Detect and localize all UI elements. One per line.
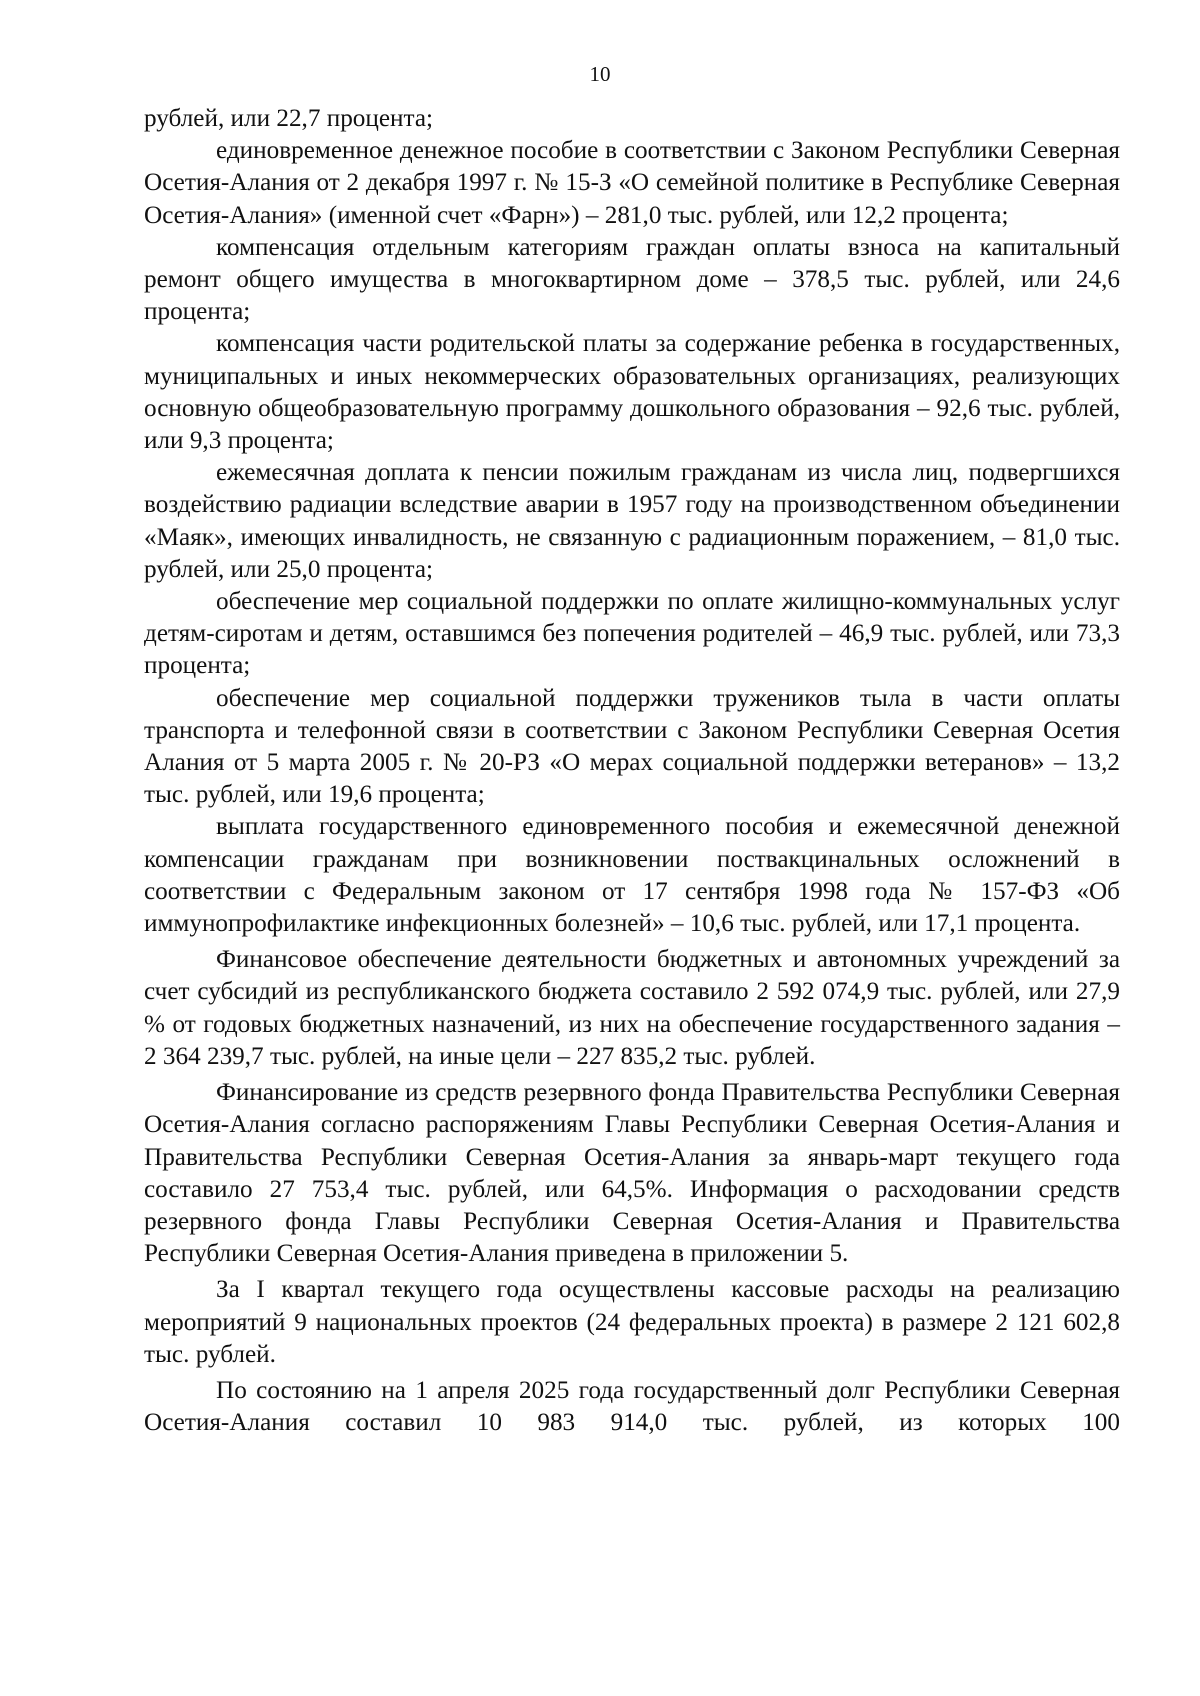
paragraph-parental-fee-compensation: компенсация части родительской платы за содержание ребенка в государственных, муниципальных и иных некоммерческих образовательных организациях, реализующих основную общеобразовательную программу дошкольного образования – 92,6 тыс. рублей, или 9,3 процента; xyxy=(144,330,1120,455)
paragraph-state-debt: По состоянию на 1 апреля 2025 года государственный долг Республики Северная Осетия-Алания составил 10 983 914,0 тыс. рублей, из которых 100 xyxy=(144,1376,1120,1437)
paragraph-postvaccination-compensation: выплата государственного единовременного пособия и ежемесячной денежной компенсации гражданам при возникновении поствакцинальных осложнений в соответствии с Федеральным законом от 17 сентября 1998 года № 157-ФЗ «Об иммунопрофилактике инфекционных болезней» – 10,6 тыс. рублей, или 17,1 процента. xyxy=(144,813,1120,938)
paragraph-institutions-financing: Финансовое обеспечение деятельности бюджетных и автономных учреждений за счет субсидий из республиканского бюджета составило 2 592 074,9 тыс. рублей, или 27,9 % от годовых бюджетных назначений, из них на обеспечение государственного задания – 2 364 239,7 тыс. рублей, на иные цели – 227 835,2 тыс. рублей. xyxy=(144,946,1120,1070)
paragraph-reserve-fund: Финансирование из средств резервного фонда Правительства Республики Северная Осетия-Алания согласно распоряжениям Главы Республики Северная Осетия-Алания и Правительства Республики Северная Осетия-Алания за январь-март текущего года составило 27 753,4 тыс. рублей, или 64,5%. Информация о расходовании средств резервного фонда Главы Республики Северная Осетия-Алания и Правительства Республики Северная Осетия-Алания приведена в приложении 5. xyxy=(144,1079,1120,1268)
document-body xyxy=(144,103,1120,1439)
paragraph-pension-supplement: ежемесячная доплата к пенсии пожилым гражданам из числа лиц, подвергшихся воздействию радиации вследствие аварии в 1957 году на производственном объединении «Маяк», имеющих инвалидность, не связанную с радиационным поражением, – 81,0 тыс. рублей, или 25,0 процента; xyxy=(144,459,1120,583)
page-number: 10 xyxy=(589,62,611,86)
paragraph-national-projects: За I квартал текущего года осуществлены кассовые расходы на реализацию мероприятий 9 национальных проектов (24 федеральных проекта) в размере 2 121 602,8 тыс. рублей. xyxy=(144,1276,1120,1368)
paragraph-orphans-housing-support: обеспечение мер социальной поддержки по оплате жилищно-коммунальных услуг детям-сиротам и детям, оставшимся без попечения родителей – 46,9 тыс. рублей, или 73,3 процента; xyxy=(144,588,1120,680)
paragraph-continuation: рублей, или 22,7 процента; xyxy=(144,105,434,132)
paragraph-home-front-workers-support: обеспечение мер социальной поддержки тружеников тыла в части оплаты транспорта и телефонной связи в соответствии с Законом Республики Северная Осетия Алания от 5 марта 2005 г. № 20-РЗ «О мерах социальной поддержки ветеранов» – 13,2 тыс. рублей, или 19,6 процента; xyxy=(144,684,1120,809)
paragraph-capital-repair-compensation: компенсация отдельным категориям граждан оплаты взноса на капитальный ремонт общего имущества в многоквартирном доме – 378,5 тыс. рублей, или 24,6 процента; xyxy=(144,233,1120,326)
paragraph-lump-sum-allowance: единовременное денежное пособие в соответствии с Законом Республики Северная Осетия-Алания от 2 декабря 1997 г. № 15-З «О семейной политике в Республике Северная Осетия-Алания» (именной счет «Фарн») – 281,0 тыс. рублей, или 12,2 процента; xyxy=(144,137,1120,229)
